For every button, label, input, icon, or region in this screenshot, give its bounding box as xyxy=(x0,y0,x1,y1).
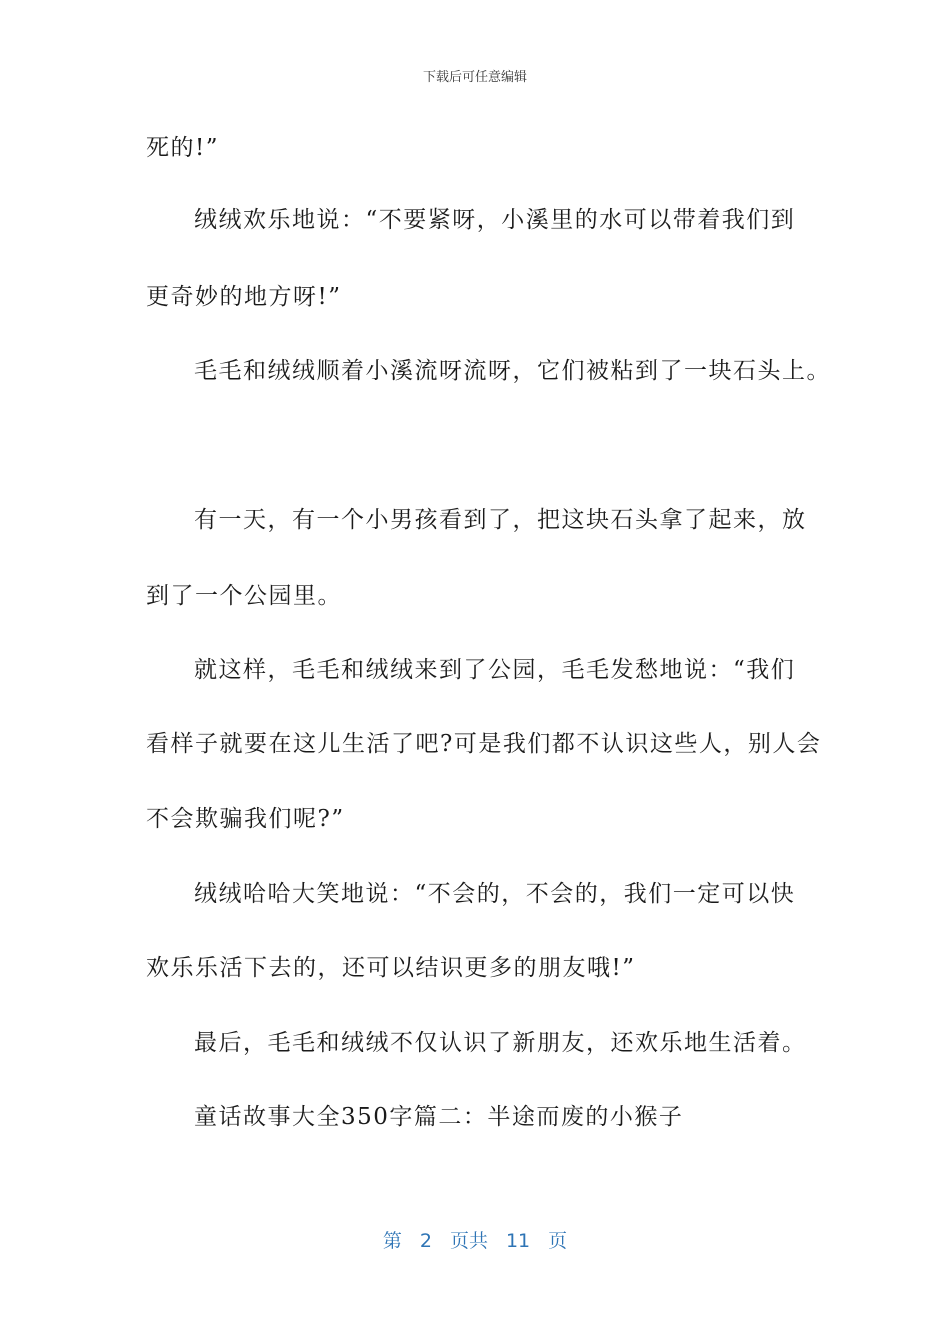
footer-total-pages: 11 xyxy=(505,1230,531,1252)
paragraph-line: 死的!” xyxy=(146,135,220,161)
paragraph-line: 不会欺骗我们呢?” xyxy=(146,806,345,832)
paragraph-line: 看样子就要在这儿生活了吧?可是我们都不认识这些人，别人会 xyxy=(146,731,822,757)
paragraph-line: 更奇妙的地方呀!” xyxy=(146,284,342,310)
paragraph-line: 毛毛和绒绒顺着小溪流呀流呀，它们被粘到了一块石头上。 xyxy=(194,358,831,384)
page-header: 下载后可任意编辑 xyxy=(422,70,527,85)
paragraph-line: 就这样，毛毛和绒绒来到了公园，毛毛发愁地说：“我们 xyxy=(194,657,796,683)
paragraph-line: 最后，毛毛和绒绒不仅认识了新朋友，还欢乐地生活着。 xyxy=(194,1030,807,1056)
footer-middle: 页共 xyxy=(449,1230,488,1252)
paragraph-line: 绒绒欢乐地说：“不要紧呀，小溪里的水可以带着我们到 xyxy=(194,207,796,233)
footer-prefix: 第 xyxy=(382,1230,402,1252)
paragraph-line: 到了一个公园里。 xyxy=(146,583,342,609)
paragraph-line: 绒绒哈哈大笑地说：“不会的，不会的，我们一定可以快 xyxy=(194,881,796,907)
footer-page-number: 2 xyxy=(419,1230,432,1252)
paragraph-line: 欢乐乐活下去的，还可以结识更多的朋友哦!” xyxy=(146,955,636,981)
section-heading: 童话故事大全350字篇二：半途而废的小猴子 xyxy=(194,1104,684,1130)
footer-suffix: 页 xyxy=(548,1230,568,1252)
page-footer xyxy=(0,1226,950,1253)
paragraph-line: 有一天，有一个小男孩看到了，把这块石头拿了起来，放 xyxy=(194,507,807,533)
